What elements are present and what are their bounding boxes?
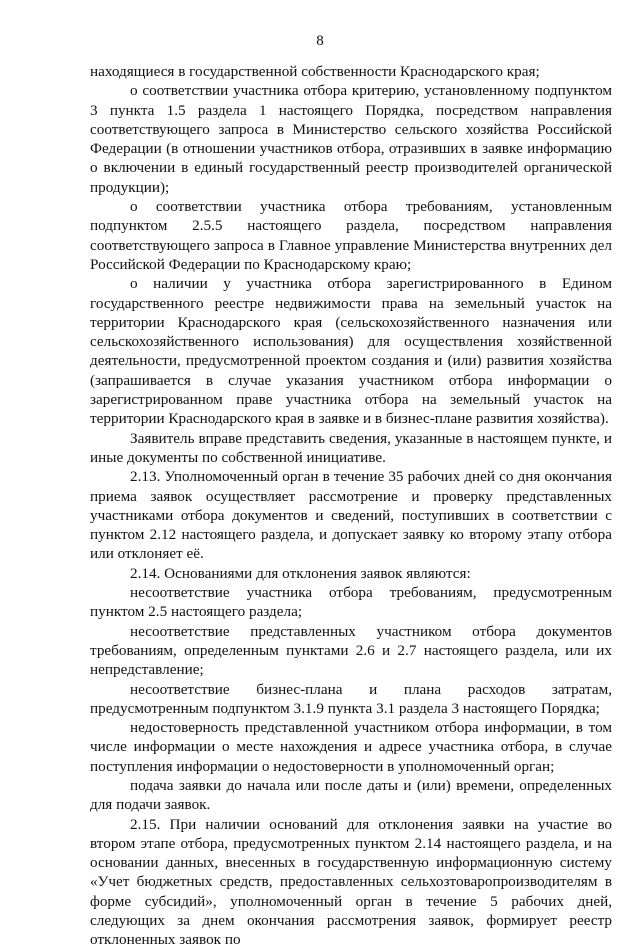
paragraph-4: о наличии у участника отбора зарегистрированного в Едином государственного реестре недвижимости права на земельный участок на территории Краснодарского края (сельскохозяйственного назначения или сельскохозяйственного использования) для осуществления хозяйственной деятельности, предусмотренной проектом создания и (или) развития хозяйства (запрашивается в случае указания участником отбора информации о зарегистрированном праве участника отбора на земельный участок на территории Краснодарского края в заявке и в бизнес-плане развития хозяйства). xyxy=(90,275,612,428)
paragraph-13: 2.15. При наличии оснований для отклонения заявки на участие во втором этапе отбора, предусмотренных пунктом 2.14 настоящего раздела, и на основании данных, внесенных в государственную информационную систему «Учет бюджетных средств, предоставленных сельхозтоваропроизводителям в форме субсидий», уполномоченный орган в течение 5 рабочих дней, следующих за днем окончания рассмотрения заявок, формирует реестр отклоненных заявок по xyxy=(90,815,612,949)
paragraph-9: несоответствие представленных участником отбора документов требованиям, определенным пунктами 2.6 и 2.7 настоящего раздела, или их непредставление; xyxy=(90,622,612,679)
paragraph-3: о соответствии участника отбора требованиям, установленным подпунктом 2.5.5 настоящего раздела, посредством направления соответствующего запроса в Главное управление Министерства внутренних дел Российской Федерации по Краснодарскому краю; xyxy=(90,198,612,273)
paragraph-1: находящиеся в государственной собственности Краснодарского края; xyxy=(90,63,540,80)
page-number: 8 xyxy=(316,33,324,49)
paragraph-12: подача заявки до начала или после даты и (или) времени, определенных для подачи заявок. xyxy=(90,776,612,814)
paragraph-2: о соответствии участника отбора критерию, установленному подпунктом 3 пункта 1.5 раздела 1 настоящего Порядка, посредством направления соответствующего запроса в Министерство сельского хозяйства Российской Федерации (в отношении участников отбора, отразивших в заявке информацию о включении в единый государственный реестр производителей органической продукции); xyxy=(90,82,612,196)
paragraph-7: 2.14. Основаниями для отклонения заявок являются: xyxy=(130,564,471,582)
document-body xyxy=(90,62,612,950)
paragraph-6: 2.13. Уполномоченный орган в течение 35 рабочих дней со дня окончания приема заявок осуществляет рассмотрение и проверку представленных участниками отбора документов и сведений, поступивших в соответствии с пунктом 2.12 настоящего раздела, и допускает заявку ко второму этапу отбора или отклоняет её. xyxy=(90,468,612,563)
paragraph-11: недостоверность представленной участником отбора информации, в том числе информации о месте нахождения и адресе участника отбора, в случае поступления информации о недостоверности в уполномоченный орган; xyxy=(90,719,612,775)
paragraph-8: несоответствие участника отбора требованиям, предусмотренным пунктом 2.5 настоящего раздела; xyxy=(90,584,612,621)
paragraph-10: несоответствие бизнес-плана и плана расходов затратам, предусмотренным подпунктом 3.1.9 пункта 3.1 раздела 3 настоящего Порядка; xyxy=(90,680,612,717)
paragraph-5: Заявитель вправе представить сведения, указанные в настоящем пункте, и иные документы по собственной инициативе. xyxy=(90,429,612,466)
